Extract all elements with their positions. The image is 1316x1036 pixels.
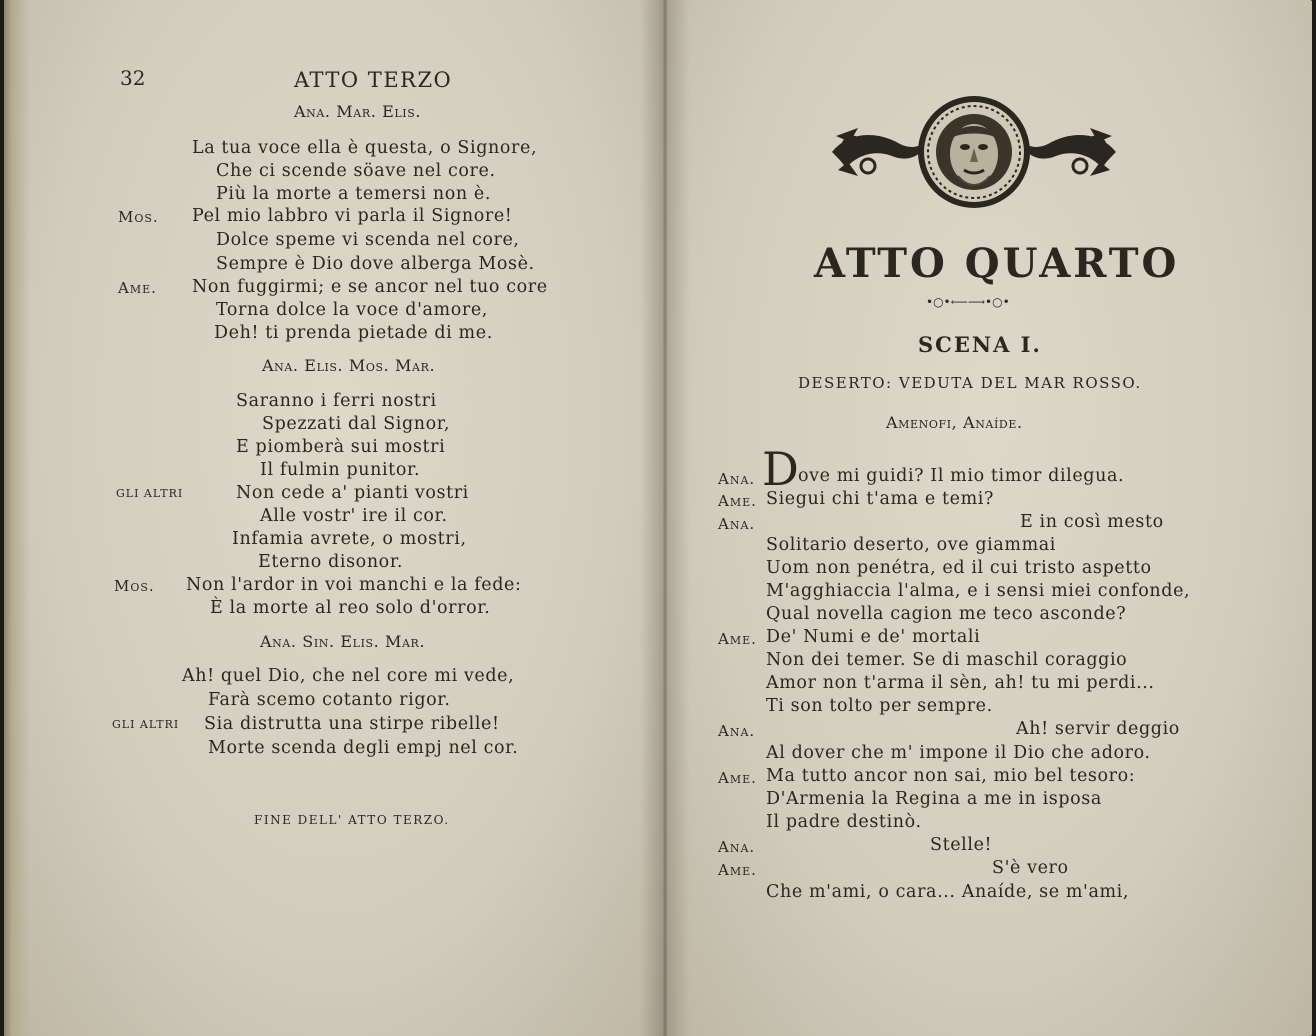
verse-line: Saranno i ferri nostri [236, 391, 437, 411]
mask-vignette-icon [828, 92, 1120, 212]
speaker-label: Ana. [718, 722, 756, 740]
verse-line: Ah! quel Dio, che nel core mi vede, [182, 666, 515, 686]
dialogue-line: Al dover che m' impone il Dio che adoro. [766, 743, 1151, 763]
verse-line: Sia distrutta una stirpe ribelle! [204, 714, 500, 734]
right-page [664, 0, 1312, 1036]
drop-cap: D [762, 442, 799, 496]
running-head: ATTO TERZO [294, 68, 453, 92]
verse-line: Dolce speme vi scenda nel core, [216, 230, 520, 250]
verse-line: Infamia avrete, o mostri, [232, 529, 467, 549]
speaker-label: Ame. [718, 492, 757, 510]
verse-line: Più la morte a temersi non è. [216, 184, 492, 204]
verse-line: Non l'ardor in voi manchi e la fede: [186, 575, 522, 595]
dialogue-line: E in così mesto [1020, 512, 1164, 532]
verse-line: Non cede a' pianti vostri [236, 483, 469, 503]
character-list: Amenofi, Anaíde. [886, 413, 1023, 432]
speaker-label: Mos. [114, 577, 155, 595]
verse-line: Spezzati dal Signor, [262, 414, 451, 434]
act-title: ATTO QUARTO [814, 240, 1180, 287]
verse-line: Alle vostr' ire il cor. [260, 506, 448, 526]
speaker-label: Ame. [718, 861, 757, 879]
verse-line: Non fuggirmi; e se ancor nel tuo core [192, 277, 548, 297]
end-of-act-note: FINE DELL' ATTO TERZO. [254, 813, 450, 827]
verse-line: Eterno disonor. [258, 552, 404, 572]
title-rule: •○•⟵⟶•○• [926, 295, 1010, 309]
dialogue-line: M'agghiaccia l'alma, e i sensi miei confonde, [766, 581, 1191, 601]
verse-line: È la morte al reo solo d'orror. [210, 598, 491, 618]
dialogue-line: Il padre destinò. [766, 812, 922, 832]
speaker-label: GLI ALTRI [112, 718, 180, 731]
dialogue-line: Stelle! [930, 835, 993, 855]
cast-list: Ana. Sin. Elis. Mar. [260, 632, 426, 651]
speaker-label: Mos. [118, 208, 159, 226]
dialogue-line: S'è vero [992, 858, 1069, 878]
scene-heading: SCENA I. [918, 332, 1042, 357]
verse-line: Che ci scende söave nel core. [216, 161, 496, 181]
verse-line: Morte scenda degli empj nel cor. [208, 738, 519, 758]
dialogue-line: Ti son tolto per sempre. [766, 696, 993, 716]
speaker-label: Ame. [718, 630, 757, 648]
verse-line: Pel mio labbro vi parla il Signore! [192, 206, 513, 226]
dialogue-line: Ma tutto ancor non sai, mio bel tesoro: [766, 766, 1136, 786]
verse-line: Sempre è Dio dove alberga Mosè. [216, 254, 535, 274]
dialogue-line: Ah! servir deggio [1016, 719, 1180, 739]
verse-line: Deh! ti prenda pietade di me. [214, 323, 493, 343]
page-edge [4, 0, 30, 1036]
dialogue-line: De' Numi e de' mortali [766, 627, 981, 647]
dialogue-line: Amor non t'arma il sèn, ah! tu mi perdi... [766, 673, 1155, 693]
speaker-label: GLI ALTRI [116, 487, 184, 500]
dialogue-line: D'Armenia la Regina a me in isposa [766, 789, 1102, 809]
verse-line: La tua voce ella è questa, o Signore, [192, 138, 538, 158]
speaker-label: Ame. [718, 769, 757, 787]
verse-line: Torna dolce la voce d'amore, [216, 300, 488, 320]
cast-list: Ana. Mar. Elis. [294, 102, 422, 121]
verse-line: Il fulmin punitor. [260, 460, 421, 480]
page-number: 32 [120, 66, 146, 90]
dialogue-line: ove mi guidi? Il mio timor dilegua. [798, 466, 1125, 486]
dialogue-line: Non dei temer. Se di maschil coraggio [766, 650, 1128, 670]
dialogue-line: Solitario deserto, ove giammai [766, 535, 1056, 555]
verse-line: Farà scemo cotanto rigor. [208, 690, 451, 710]
dialogue-line: Qual novella cagion me teco asconde? [766, 604, 1127, 624]
dialogue-line: Che m'ami, o cara... Anaíde, se m'ami, [766, 882, 1130, 902]
cast-list: Ana. Elis. Mos. Mar. [262, 356, 436, 375]
dialogue-line: Siegui chi t'ama e temi? [766, 489, 994, 509]
left-page [4, 0, 664, 1036]
scene-setting: DESERTO: VEDUTA DEL MAR ROSSO. [798, 374, 1142, 392]
dialogue-line: Uom non penétra, ed il cui tristo aspetto [766, 558, 1152, 578]
speaker-label: Ana. [718, 515, 756, 533]
speaker-label: Ame. [118, 279, 157, 297]
verse-line: E piomberà sui mostri [236, 437, 446, 457]
speaker-label: Ana. [718, 838, 756, 856]
speaker-label: Ana. [718, 470, 756, 488]
